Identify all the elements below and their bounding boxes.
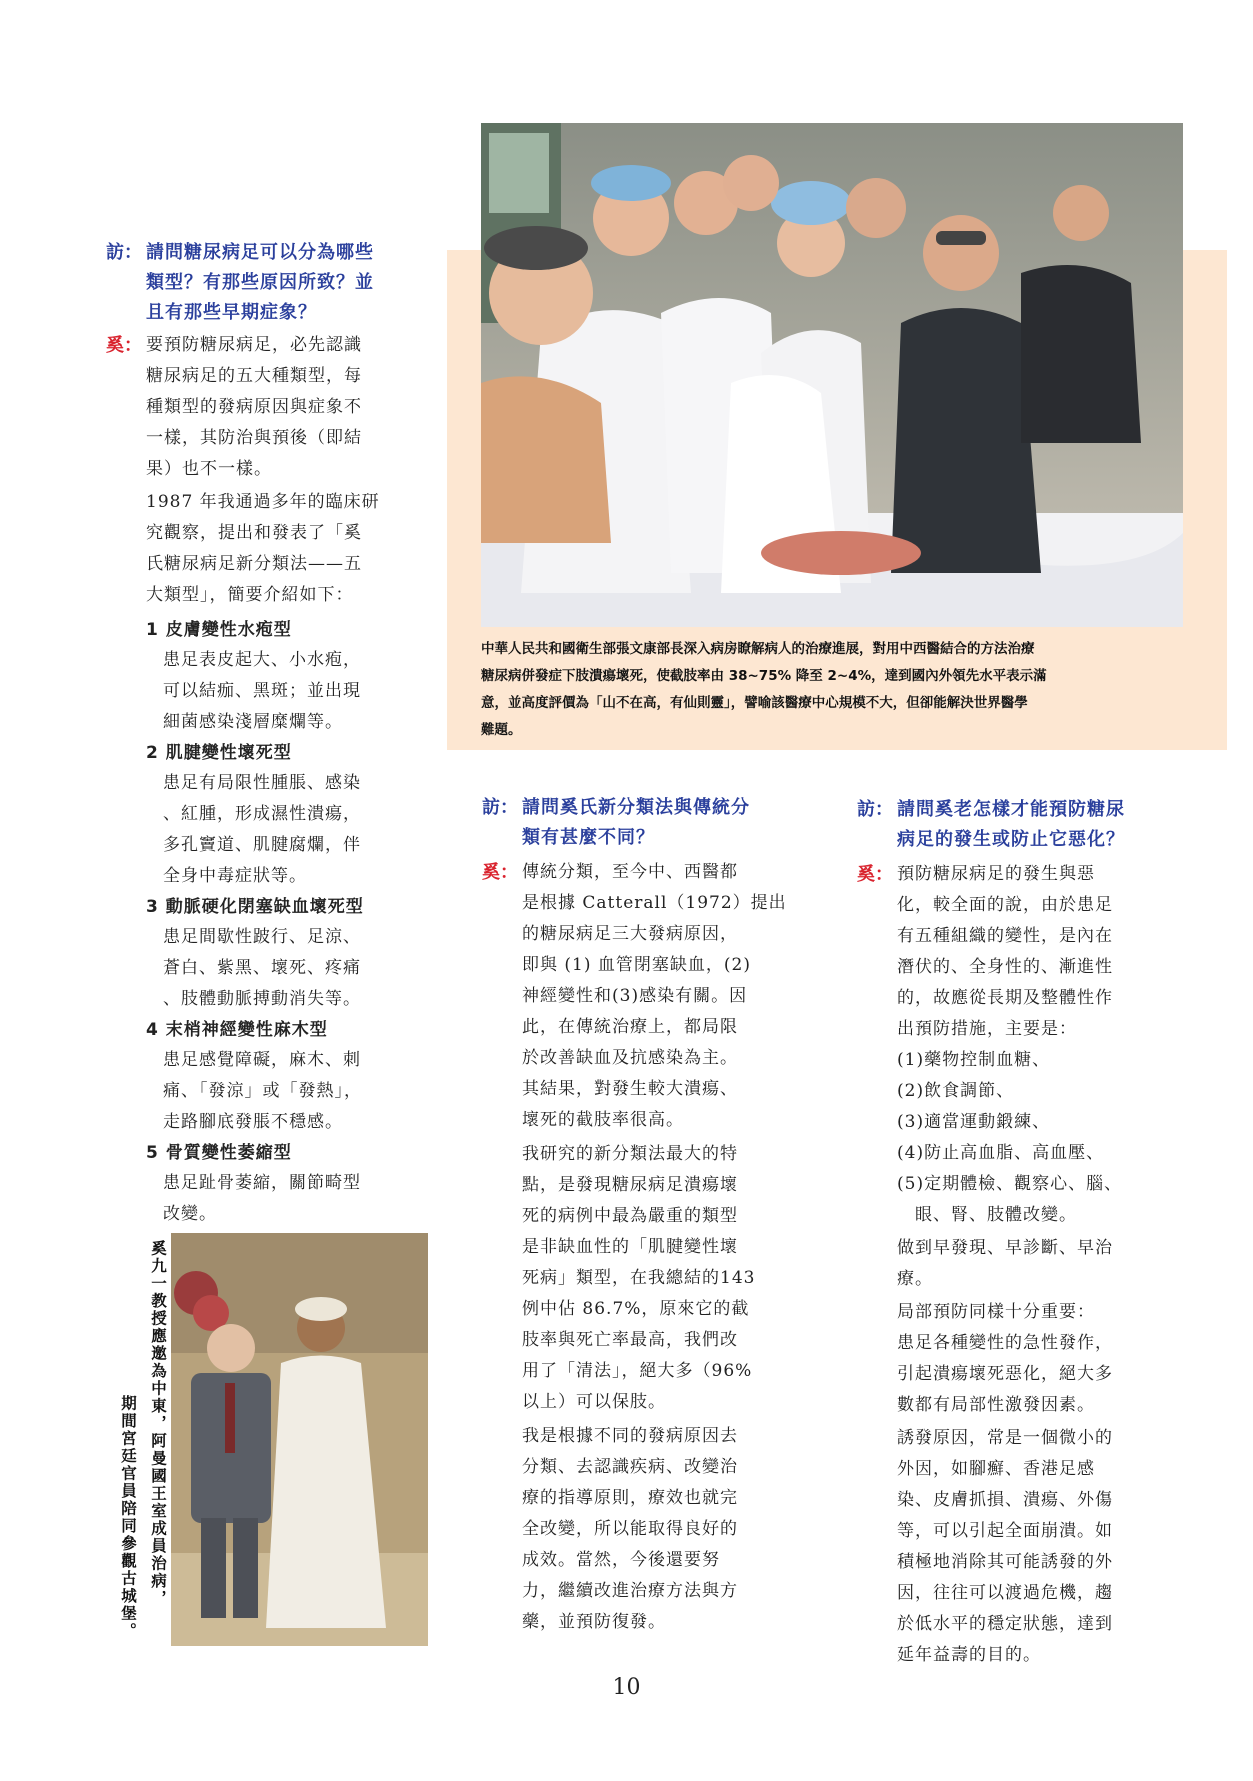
type-title: 4 末梢神經變性麻木型: [146, 1020, 328, 1040]
answer-line: 果）也不一樣。: [146, 459, 272, 479]
answer-line: 於改善缺血及抗感染為主。: [522, 1048, 738, 1068]
answer-line: 外因，如腳癬、香港足感: [897, 1459, 1095, 1479]
left-question: [106, 238, 446, 328]
question-line: 請問奚老怎樣才能預防糖尿: [897, 799, 1125, 820]
type-line: 患足趾骨萎縮，關節畸型: [163, 1173, 361, 1193]
caption-line: 中華人民共和國衛生部張文康部長深入病房瞭解病人的治療進展，對用中西醫結合的方法治療: [481, 641, 1035, 657]
answer-line: 延年益壽的目的。: [897, 1645, 1041, 1665]
left-answer: [106, 330, 446, 1230]
measure-line: (2)飲食調節、: [897, 1081, 1015, 1101]
middle-answer: [482, 857, 822, 1638]
middle-column: [482, 793, 822, 1638]
measure-line: (5)定期體檢、觀察心、腦、: [897, 1174, 1123, 1194]
type-line: 走路腳底發脹不穩感。: [163, 1112, 343, 1132]
answer-line: 1987 年我通過多年的臨床研: [146, 492, 380, 512]
answer-line: 患足各種變性的急性發作，: [897, 1333, 1113, 1353]
answer-line: 療。: [897, 1269, 933, 1289]
question-line: 病足的發生或防止它惡化？: [897, 829, 1125, 850]
type-line: 、肢體動脈搏動消失等。: [163, 989, 361, 1009]
type-line: 患足感覺障礙，麻木、刺: [163, 1050, 361, 1070]
left-column: [106, 238, 446, 1230]
answer-line: 出預防措施，主要是：: [897, 1019, 1077, 1039]
oman-visit-photo: [171, 1233, 428, 1646]
answer-line: 有五種組織的變性，是內在: [897, 926, 1113, 946]
answerer-mark: 奚：: [857, 864, 893, 885]
answer-line: 即與 (1) 血管閉塞缺血，(2): [522, 955, 751, 975]
answer-line: 是非缺血性的「肌腱變性壞: [522, 1237, 738, 1257]
answer-line: 例中佔 86.7%，原來它的截: [522, 1299, 750, 1319]
answer-line: 局部預防同樣十分重要：: [897, 1302, 1095, 1322]
answer-line: 死的病例中最為嚴重的類型: [522, 1206, 738, 1226]
interviewer-mark: 訪：: [106, 242, 142, 263]
answer-line: 預防糖尿病足的發生與惡: [897, 864, 1095, 884]
answer-line: 其結果，對發生較大潰瘍、: [522, 1079, 738, 1099]
answer-line: 壞死的截肢率很高。: [522, 1110, 684, 1130]
answer-line: 力，繼續改進治療方法與方: [522, 1581, 738, 1601]
question-line: 請問糖尿病足可以分為哪些: [146, 242, 374, 263]
right-column: [857, 795, 1197, 1671]
caption-line: 糖尿病併發症下肢潰瘍壞死，使截肢率由 38~75% 降至 2~4%，達到國內外領先水平表示滿: [481, 668, 1047, 684]
type-line: 蒼白、紫黑、壞死、疼痛: [163, 958, 361, 978]
measure-line: (1)藥物控制血糖、: [897, 1050, 1051, 1070]
answer-line: 用了「清法」，絕大多（96%: [522, 1361, 753, 1381]
photo-caption-col2: 期間宮廷官員陪同參觀古城堡。: [119, 1395, 137, 1640]
type-line: 改變。: [163, 1204, 217, 1224]
type-line: 患足表皮起大、小水疱，: [163, 650, 361, 670]
measure-line: (3)適當運動鍛練、: [897, 1112, 1051, 1132]
middle-question: [482, 793, 822, 853]
question-line: 且有那些早期症象？: [146, 302, 317, 323]
answer-line: 做到早發現、早診斷、早治: [897, 1238, 1113, 1258]
answer-line: 全改變，所以能取得良好的: [522, 1519, 738, 1539]
type-line: 、紅腫，形成濕性潰瘍，: [163, 804, 361, 824]
answer-line: 一樣，其防治與預後（即結: [146, 428, 362, 448]
answer-line: 肢率與死亡率最高，我們改: [522, 1330, 738, 1350]
question-line: 請問奚氏新分類法與傳統分: [522, 797, 750, 818]
hospital-ward-photo: [481, 123, 1183, 627]
interviewer-mark: 訪：: [857, 799, 893, 820]
answer-line: 要預防糖尿病足，必先認識: [146, 335, 362, 355]
type-line: 可以結痂、黑斑；並出現: [163, 681, 361, 701]
photo-caption-col1: 奚九一教授應邀為中東，阿曼國王室成員治病，: [149, 1240, 167, 1608]
type-title: 5 骨質變性萎縮型: [146, 1143, 292, 1163]
answer-line: 的，故應從長期及整體性作: [897, 988, 1113, 1008]
answer-line: 大類型」，簡要介紹如下：: [146, 585, 354, 605]
top-photo-caption: [481, 636, 1186, 744]
answer-line: 此，在傳統治療上，都局限: [522, 1017, 738, 1037]
type-title: 1 皮膚變性水疱型: [146, 620, 292, 640]
type-line: 痛、「發涼」或「發熱」，: [163, 1081, 362, 1101]
answer-line: 誘發原因，常是一個微小的: [897, 1428, 1113, 1448]
type-line: 患足有局限性腫脹、感染: [163, 773, 361, 793]
answerer-mark: 奚：: [482, 862, 518, 883]
type-title: 2 肌腱變性壞死型: [146, 743, 292, 763]
type-line: 患足間歇性跛行、足涼、: [163, 927, 361, 947]
question-line: 類型？有那些原因所致？並: [146, 272, 374, 293]
answer-line: 氏糖尿病足新分類法——五: [146, 554, 362, 574]
type-line: 細菌感染淺層糜爛等。: [163, 712, 343, 732]
answer-line: 於低水平的穩定狀態，達到: [897, 1614, 1113, 1634]
answer-line: 分類、去認識疾病、改變治: [522, 1457, 738, 1477]
answerer-mark: 奚：: [106, 335, 142, 356]
right-answer: [857, 859, 1197, 1671]
type-list: [146, 615, 380, 1230]
type-line: 全身中毒症狀等。: [163, 866, 307, 886]
answer-line: 染、皮膚抓損、潰瘍、外傷: [897, 1490, 1113, 1510]
answer-line: 因，往往可以渡過危機，趨: [897, 1583, 1113, 1603]
question-line: 類有甚麼不同？: [522, 827, 655, 848]
answer-line: 糖尿病足的五大種類型，每: [146, 366, 362, 386]
answer-line: 以上）可以保肢。: [522, 1392, 666, 1412]
two-men-illustration: [171, 1233, 428, 1646]
caption-line: 意，並高度評價為「山不在高，有仙則靈」，譬喻該醫療中心規模不大，但卻能解決世界醫學: [481, 695, 1028, 711]
answer-line: 點，是發現糖尿病足潰瘍壞: [522, 1175, 738, 1195]
answer-line: 等，可以引起全面崩潰。如: [897, 1521, 1113, 1541]
answer-line: 數都有局部性激發因素。: [897, 1395, 1095, 1415]
answer-line: 種類型的發病原因與症象不: [146, 397, 362, 417]
measure-line: (4)防止高血脂、高血壓、: [897, 1143, 1105, 1163]
answer-line: 傳統分類，至今中、西醫都: [522, 862, 738, 882]
answer-line: 化，較全面的說，由於患足: [897, 895, 1113, 915]
answer-line: 藥，並預防復發。: [522, 1612, 666, 1632]
answer-line: 積極地消除其可能誘發的外: [897, 1552, 1113, 1572]
answer-line: 是根據 Catterall（1972）提出: [522, 893, 787, 913]
answer-line: 我是根據不同的發病原因去: [522, 1426, 738, 1446]
answer-line: 我研究的新分類法最大的特: [522, 1144, 738, 1164]
answer-line: 療的指導原則，療效也就完: [522, 1488, 738, 1508]
answer-line: 死病」類型，在我總結的143: [522, 1268, 756, 1288]
page-number: 10: [612, 1675, 641, 1700]
answer-line: 成效。當然，今後還要努: [522, 1550, 720, 1570]
answer-line: 引起潰瘍壞死惡化，絕大多: [897, 1364, 1113, 1384]
answer-line: 潛伏的、全身性的、漸進性: [897, 957, 1113, 977]
answer-line: 神經變性和(3)感染有關。因: [522, 986, 748, 1006]
answer-line: 的糖尿病足三大發病原因，: [522, 924, 738, 944]
right-question: [857, 795, 1197, 855]
type-title: 3 動脈硬化閉塞缺血壞死型: [146, 897, 364, 917]
answer-line: 究觀察，提出和發表了「奚: [146, 523, 362, 543]
type-line: 多孔竇道、肌腱腐爛，伴: [163, 835, 361, 855]
interviewer-mark: 訪：: [482, 797, 518, 818]
measure-line: 眼、腎、肢體改變。: [897, 1205, 1077, 1225]
hospital-scene-illustration: [481, 123, 1183, 627]
caption-line: 難題。: [481, 722, 522, 738]
